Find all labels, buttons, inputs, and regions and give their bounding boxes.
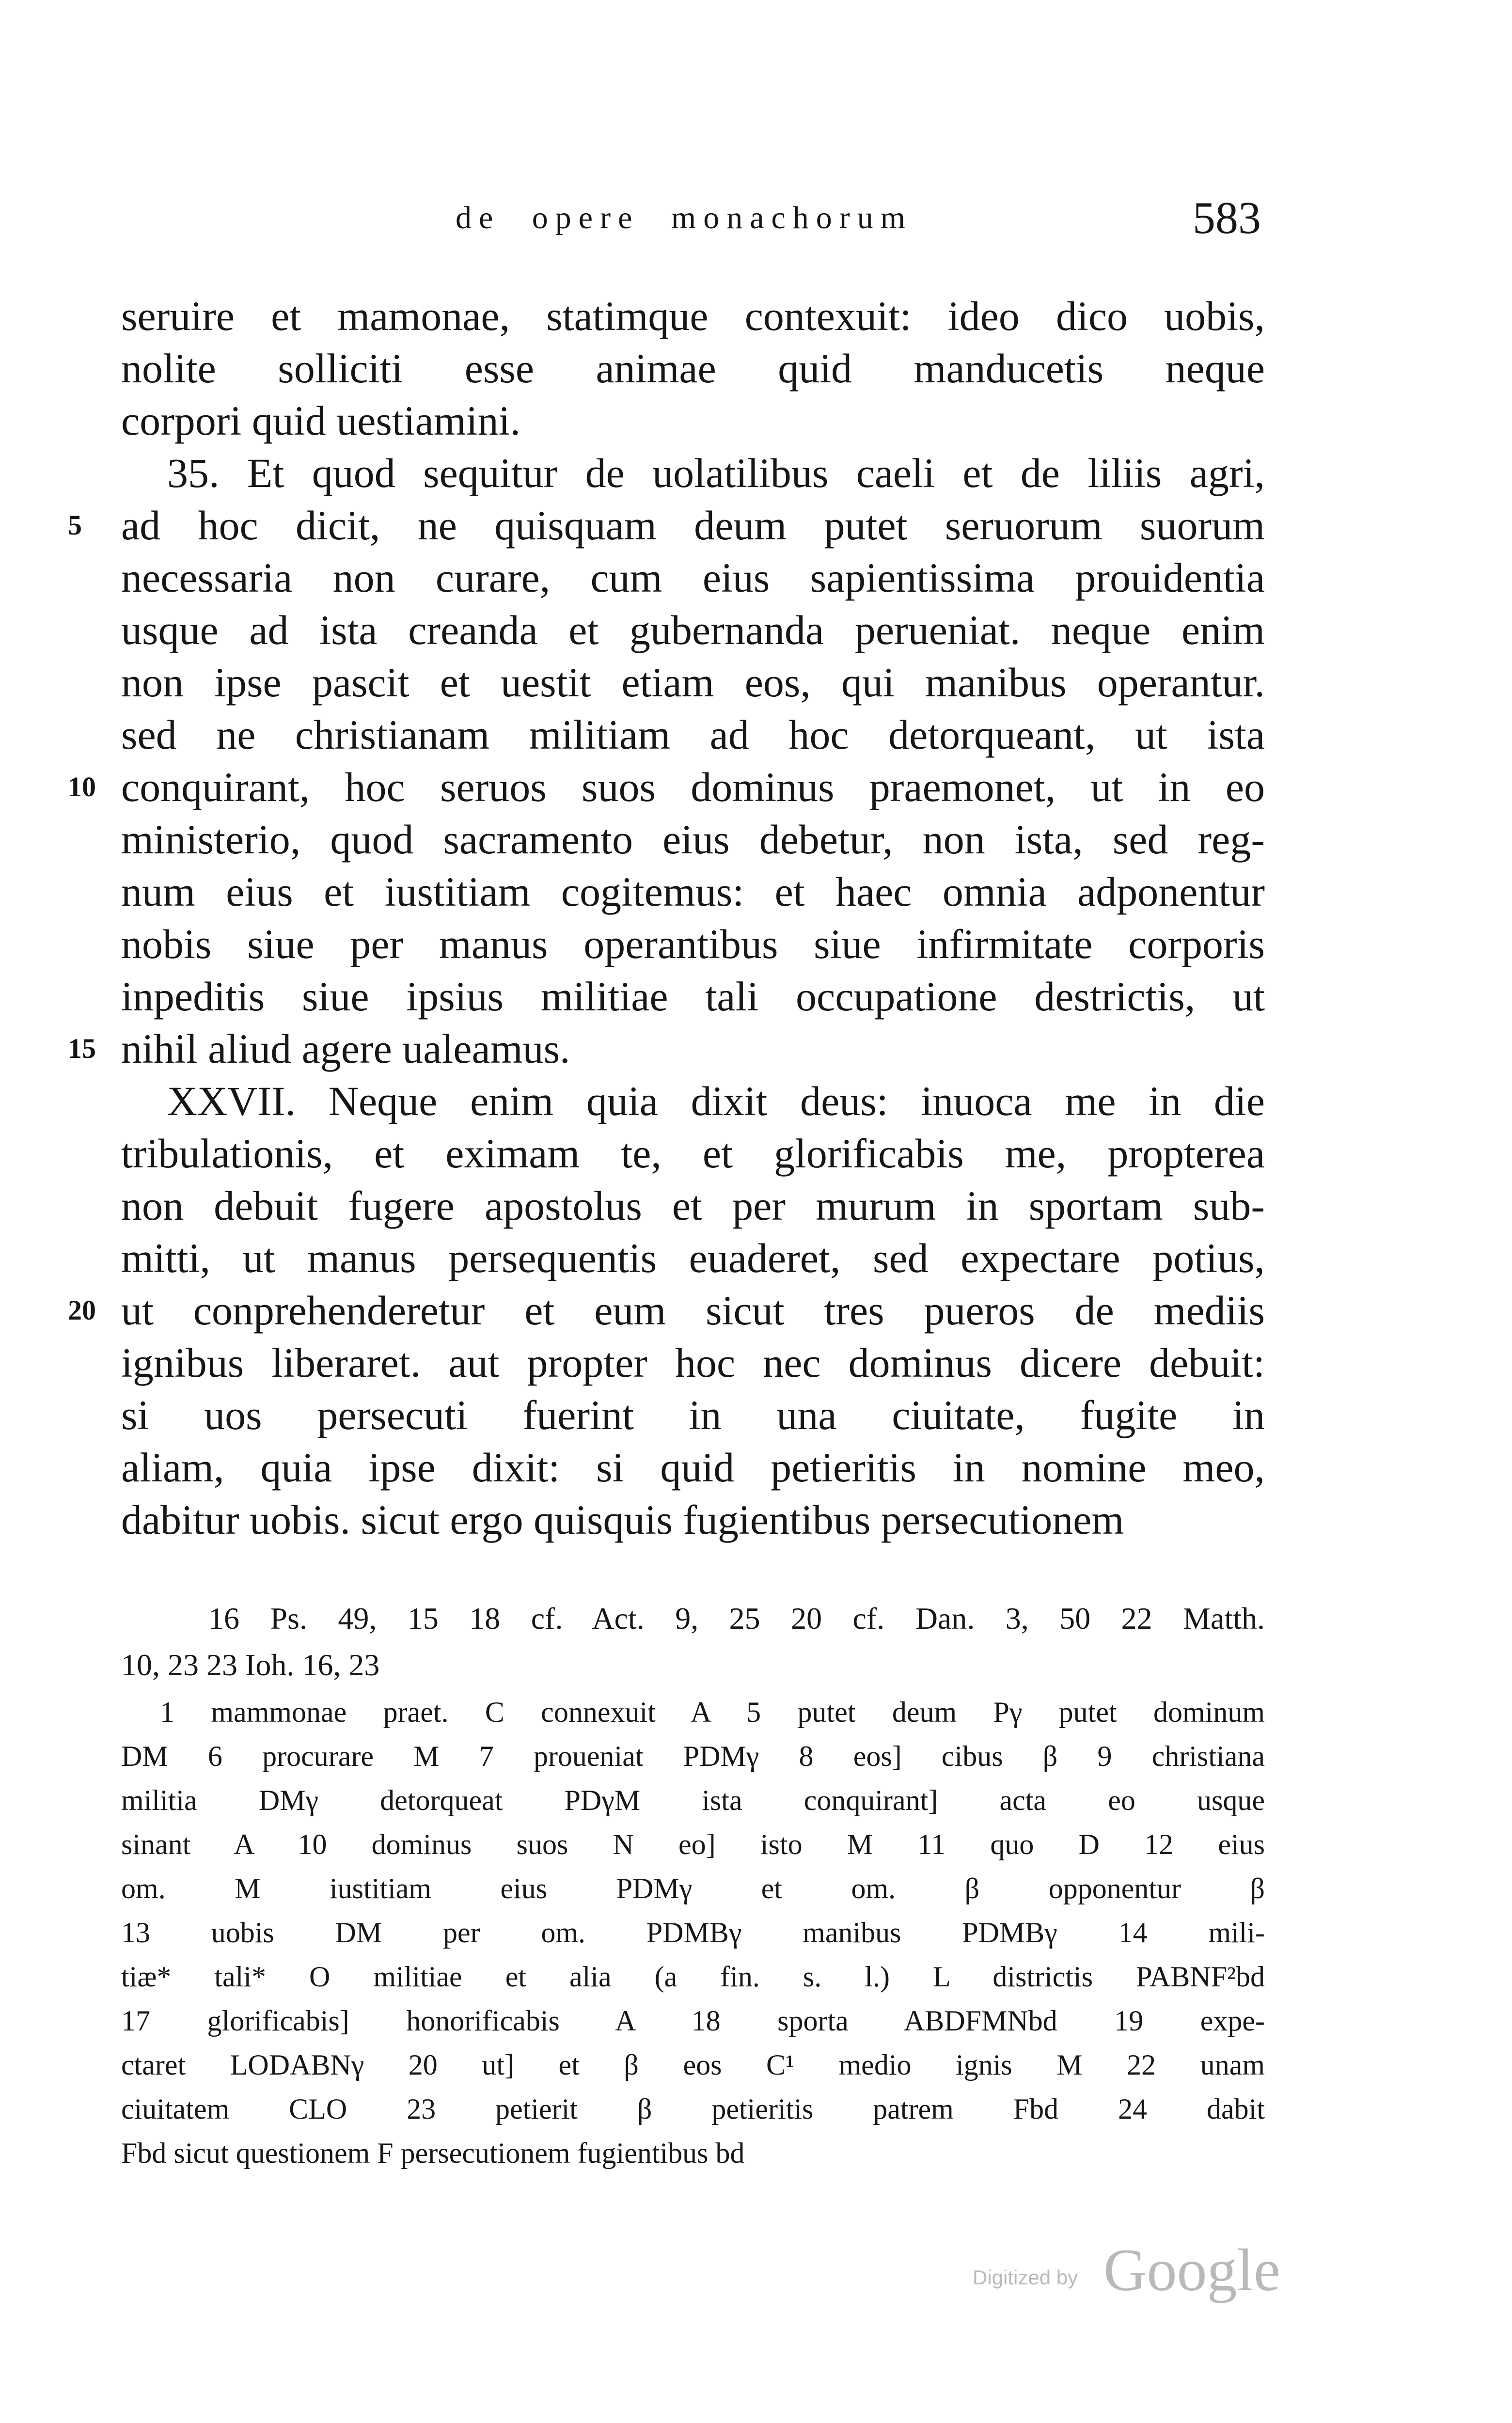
line-number: 20	[68, 1294, 96, 1326]
text-line	[68, 761, 1265, 813]
line-text: ut conprehenderetur et eum sicut tres pueros de mediis	[121, 1287, 1265, 1334]
apparatus-line: 13 uobis DM per om. PDMBγ manibus PDMBγ 14 mili-	[121, 1917, 1265, 1949]
apparatus-line: sinant A 10 dominus suos N eo] isto M 11 quo D 12 eius	[121, 1828, 1265, 1860]
line-text: ministerio, quod sacramento eius debetur, non ista, sed reg-	[121, 816, 1265, 863]
text-line	[121, 708, 1265, 761]
text-line	[121, 970, 1265, 1023]
apparatus-line: Fbd sicut questionem F persecutionem fugientibus bd	[121, 2137, 745, 2169]
line-text: si uos persecuti fuerint in una ciuitate, fugite in	[121, 1392, 1265, 1438]
source-references	[121, 1595, 1265, 1688]
apparatus-line: 17 glorificabis] honorificabis A 18 sporta ABDFMNbd 19 expe-	[121, 2005, 1265, 2037]
text-line	[121, 1441, 1265, 1494]
text-line	[121, 918, 1265, 970]
source-reference-line: 16 Ps. 49, 15 18 cf. Act. 9, 25 20 cf. Dan. 3, 50 22 Matth.	[208, 1601, 1265, 1636]
line-text: nihil aliud agere ualeamus.	[121, 1025, 570, 1072]
line-number: 5	[68, 509, 82, 541]
text-line	[121, 865, 1265, 918]
text-line	[121, 1232, 1265, 1284]
line-text: non debuit fugere apostolus et per murum in sportam sub-	[121, 1182, 1265, 1229]
text-line	[121, 290, 1265, 342]
line-text: num eius et iustitiam cogitemus: et haec omnia adponentur	[121, 868, 1265, 915]
line-text: aliam, quia ipse dixit: si quid petieritis in nomine meo,	[121, 1444, 1265, 1491]
text-line	[121, 604, 1265, 656]
line-text: XXVII. Neque enim quia dixit deus: inuoca me in die	[167, 1078, 1265, 1124]
line-text: usque ad ista creanda et gubernanda perueniat. neque enim	[121, 607, 1265, 653]
google-logo-text: Google	[1103, 2237, 1281, 2303]
text-line	[68, 1284, 1265, 1337]
apparatus-line: ctaret LODABNγ 20 ut] et β eos C¹ medio ignis M 22 unam	[121, 2049, 1265, 2081]
line-text: corpori quid uestiamini.	[121, 397, 521, 444]
line-text: nolite solliciti esse animae quid manducetis neque	[121, 345, 1265, 392]
text-line	[121, 1127, 1265, 1180]
apparatus-line: 1 mammonae praet. C connexuit A 5 putet deum Pγ putet dominum	[160, 1696, 1265, 1728]
line-text: seruire et mamonae, statimque contexuit: ideo dico uobis,	[121, 293, 1265, 339]
line-text: ignibus liberaret. aut propter hoc nec dominus dicere debuit:	[121, 1339, 1265, 1386]
line-number: 15	[68, 1033, 96, 1064]
text-line	[121, 1494, 1265, 1546]
line-text: sed ne christianam militiam ad hoc detorqueant, ut ista	[121, 711, 1265, 758]
line-text: tribulationis, et eximam te, et glorificabis me, propterea	[121, 1130, 1265, 1177]
line-text: non ipse pascit et uestit etiam eos, qui manibus operantur.	[121, 659, 1265, 706]
text-line	[121, 394, 1265, 447]
text-line	[121, 1180, 1265, 1232]
line-number: 10	[68, 771, 96, 802]
apparatus-line: ciuitatem CLO 23 petierit β petieritis patrem Fbd 24 dabit	[121, 2093, 1265, 2125]
text-line	[121, 447, 1265, 499]
text-line	[121, 656, 1265, 708]
line-text: mitti, ut manus persequentis euaderet, sed expectare potius,	[121, 1235, 1265, 1281]
page-header	[121, 190, 1265, 253]
line-text: necessaria non curare, cum eius sapientissima prouidentia	[121, 554, 1265, 601]
google-logo	[1103, 2237, 1288, 2305]
digitized-by-google-watermark	[967, 2237, 1287, 2305]
line-text: dabitur uobis. sicut ergo quisquis fugientibus persecutionem	[121, 1496, 1124, 1543]
text-line	[121, 342, 1265, 394]
line-text: nobis siue per manus operantibus siue infirmitate corporis	[121, 921, 1265, 967]
text-line	[121, 551, 1265, 604]
text-line	[68, 1023, 1265, 1075]
text-line	[121, 1337, 1265, 1389]
main-text-block	[68, 290, 1265, 1546]
text-line	[121, 1389, 1265, 1441]
source-reference-line: 10, 23 23 Ioh. 16, 23	[121, 1648, 380, 1682]
digitized-label: Digitized by	[973, 2266, 1078, 2289]
page-number: 583	[1193, 193, 1261, 243]
text-line	[121, 813, 1265, 865]
line-text: ad hoc dicit, ne quisquam deum putet seruorum suorum	[121, 502, 1265, 549]
line-text: 35. Et quod sequitur de uolatilibus caeli et de liliis agri,	[167, 450, 1265, 496]
critical-apparatus	[121, 1690, 1265, 2175]
line-text: conquirant, hoc seruos suos dominus praemonet, ut in eo	[121, 764, 1265, 810]
apparatus-line: militia DMγ detorqueat PDγM ista conquirant] acta eo usque	[121, 1784, 1265, 1816]
running-title: de opere monachorum	[456, 200, 913, 236]
apparatus-line: om. M iustitiam eius PDMγ et om. β opponentur β	[121, 1872, 1265, 1904]
apparatus-line: tiæ* tali* O militiae et alia (a fin. s. l.) L districtis PABNF²bd	[121, 1961, 1265, 1993]
apparatus-line: DM 6 procurare M 7 proueniat PDMγ 8 eos] cibus β 9 christiana	[121, 1740, 1265, 1772]
line-text: inpeditis siue ipsius militiae tali occupatione destrictis, ut	[121, 973, 1265, 1020]
text-line	[68, 499, 1265, 551]
text-line	[121, 1075, 1265, 1127]
